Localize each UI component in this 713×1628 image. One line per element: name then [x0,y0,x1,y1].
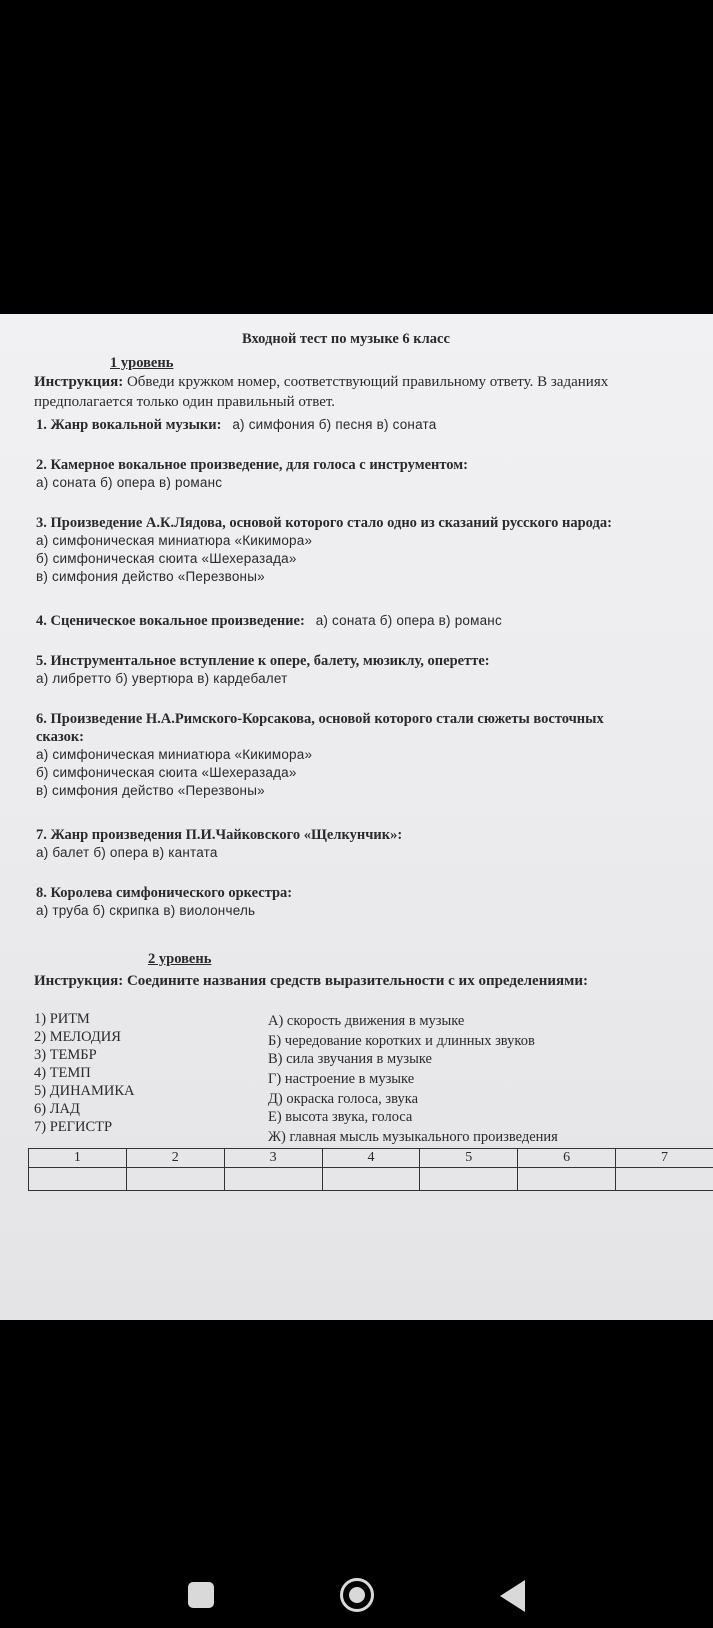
term-3: 3) ТЕМБР [34,1047,97,1063]
grid-answer-cell [616,1168,713,1191]
grid-header-1: 1 [29,1149,127,1168]
home-icon[interactable] [340,1578,374,1612]
question-8: 8. Королева симфонического оркестра: [36,885,293,901]
definition-b: Б) чередование коротких и длинных звуков [268,1033,535,1049]
term-1: 1) РИТМ [34,1011,90,1027]
term-2: 2) МЕЛОДИЯ [34,1029,121,1045]
instruction-2: Инструкция: Соедините названия средств выразительности с их определениями: [34,973,588,989]
doc-title: Входной тест по музыке 6 класс [242,331,450,347]
definition-d: Г) настроение в музыке [268,1071,415,1087]
term-5: 5) ДИНАМИКА [34,1083,135,1099]
question-6-answer-a: а) симфоническая миниатюра «Кикимора» [36,747,313,762]
question-6: 6. Произведение Н.А.Римского-Корсакова, основой которого стали сюжеты восточных [36,711,604,727]
definition-e: Д) окраска голоса, звука [268,1091,419,1107]
grid-answer-cell [420,1168,518,1191]
question-3: 3. Произведение А.К.Лядова, основой которого стало одно из сказаний русского народа: [36,515,612,531]
test-sheet [0,314,713,1320]
grid-header-2: 2 [126,1149,224,1168]
term-7: 7) РЕГИСТР [34,1119,113,1135]
definition-g: Ж) главная мысль музыкального произведения [268,1129,558,1145]
level2-heading: 2 уровень [148,951,212,967]
definition-f: Е) высота звука, голоса [268,1109,413,1125]
answer-grid [28,1148,713,1191]
answer-grid-header-row [29,1149,713,1168]
grid-header-6: 6 [518,1149,616,1168]
grid-answer-cell [224,1168,322,1191]
grid-answer-cell [518,1168,616,1191]
term-6: 6) ЛАД [34,1101,80,1117]
question-4 [36,612,502,630]
back-icon[interactable] [500,1580,525,1612]
grid-header-5: 5 [420,1149,518,1168]
definition-a: А) скорость движения в музыке [268,1013,465,1029]
grid-answer-cell [322,1168,420,1191]
grid-header-3: 3 [224,1149,322,1168]
question-4-text: 4. Сценическое вокальное произведение: [36,613,305,629]
question-1 [36,416,436,434]
definition-c: В) сила звучания в музыке [268,1051,432,1067]
question-7: 7. Жанр произведения П.И.Чайковского «Щелкунчик»: [36,827,403,843]
instruction-1 [34,372,680,412]
question-3-answer-b: б) симфоническая сюита «Шехеразада» [36,551,297,566]
question-2-answers: а) соната б) опера в) романс [36,475,223,490]
question-3-answer-a: а) симфоническая миниатюра «Кикимора» [36,533,313,548]
question-7-answers: а) балет б) опера в) кантата [36,845,218,860]
grid-header-4: 4 [322,1149,420,1168]
question-6-answer-c: в) симфония действо «Перезвоны» [36,783,265,798]
question-2: 2. Камерное вокальное произведение, для голоса с инструментом: [36,457,468,473]
grid-answer-cell [126,1168,224,1191]
instruction-1-text: Обведи кружком номер, соответствующий правильному ответу. В заданиях предполагается только один правильный ответ. [34,374,609,410]
question-5: 5. Инструментальное вступление к опере, балету, мюзиклу, оперетте: [36,653,490,669]
term-4: 4) ТЕМП [34,1065,91,1081]
question-1-text: 1. Жанр вокальной музыки: [36,417,222,433]
question-1-answers: а) симфония б) песня в) соната [232,417,437,432]
level1-heading: 1 уровень [110,355,174,371]
question-5-answers: а) либретто б) увертюра в) кардебалет [36,671,288,686]
question-6-cont: сказок: [36,729,84,745]
grid-header-7: 7 [616,1149,713,1168]
instruction-1-label: Инструкция: [34,374,124,390]
question-6-answer-b: б) симфоническая сюита «Шехеразада» [36,765,297,780]
answer-grid-answer-row [29,1168,713,1191]
question-4-answers: а) соната б) опера в) романс [315,613,502,628]
recent-apps-icon[interactable] [188,1582,214,1608]
question-3-answer-c: в) симфония действо «Перезвоны» [36,569,265,584]
question-8-answers: а) труба б) скрипка в) виолончель [36,903,256,918]
grid-answer-cell [29,1168,127,1191]
